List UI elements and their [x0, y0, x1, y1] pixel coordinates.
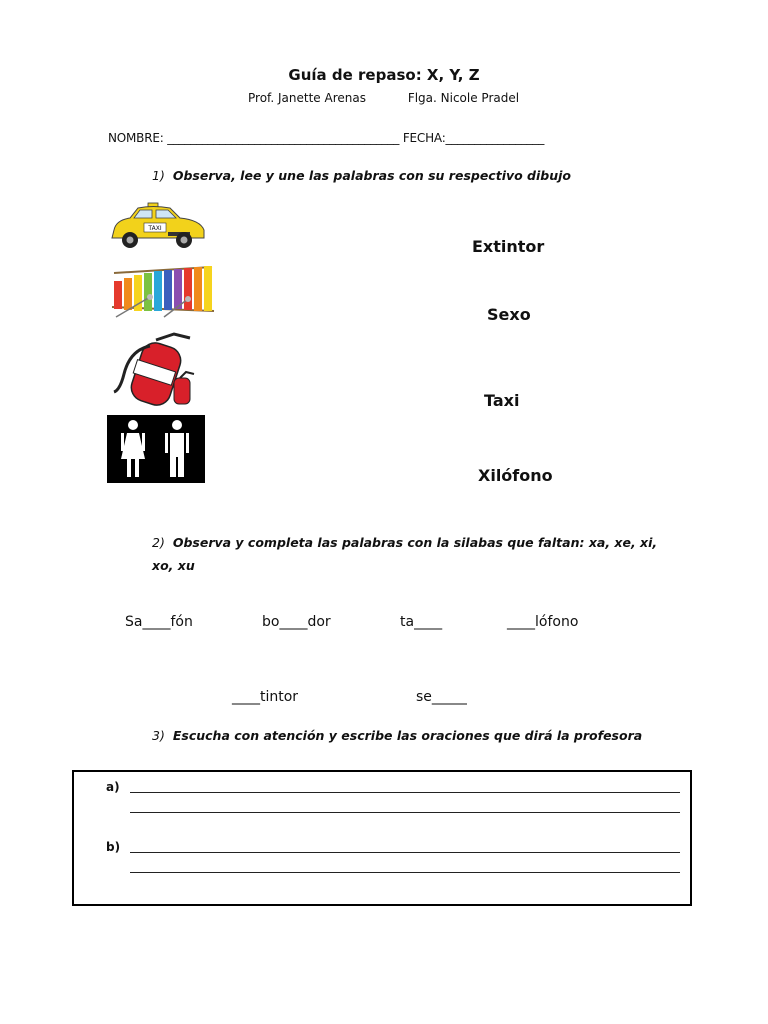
question-1-number: 1) [152, 168, 165, 183]
answer-label-a: a) [106, 780, 120, 794]
nombre-label: NOMBRE: [108, 131, 168, 145]
word-taxi: Taxi [484, 391, 520, 410]
answer-line-b1[interactable] [130, 852, 680, 853]
question-1-text: Observa, lee y une las palabras con su respectivo dibujo [172, 168, 572, 183]
answer-box [72, 770, 692, 906]
authors [248, 91, 519, 105]
name-date-row [108, 131, 544, 145]
word-xilofono: Xilófono [478, 466, 553, 485]
fill-item-xilofono[interactable]: ____lófono [507, 614, 579, 630]
question-3 [152, 728, 642, 743]
question-2-text: Observa y completa las palabras con la silabas que faltan: xa, xe, xi, xo, xu [152, 535, 658, 573]
taxi-image [108, 200, 208, 252]
word-sexo: Sexo [487, 305, 531, 324]
restroom-sign-image [107, 415, 205, 483]
question-2 [152, 531, 672, 577]
nombre-line: ________________________________________ [167, 131, 400, 145]
question-3-text: Escucha con atención y escribe las oraciones que dirá la profesora [172, 728, 643, 743]
svg-text:TAXI: TAXI [148, 225, 162, 232]
answer-line-a1[interactable] [130, 792, 680, 793]
answer-line-b2[interactable] [130, 872, 680, 873]
question-3-number: 3) [152, 728, 165, 743]
answer-label-b: b) [106, 840, 121, 854]
fill-item-boxeador[interactable]: bo____dor [262, 614, 331, 630]
page-title: Guía de repaso: X, Y, Z [288, 66, 480, 84]
xylophone-image [110, 263, 216, 319]
word-extintor: Extintor [472, 237, 545, 256]
fill-item-sexo[interactable]: se_____ [416, 689, 467, 705]
author-teacher: Prof. Janette Arenas [248, 91, 366, 105]
question-2-number: 2) [152, 535, 165, 550]
fire-extinguisher-image [110, 330, 200, 406]
author-therapist: Flga. Nicole Pradel [407, 91, 520, 105]
fecha-label: FECHA: [399, 131, 446, 145]
answer-line-a2[interactable] [130, 812, 680, 813]
fecha-line: _________________ [445, 131, 545, 145]
question-1 [152, 168, 571, 183]
fill-item-taxi[interactable]: ta____ [400, 614, 443, 630]
fill-item-extintor[interactable]: ____tintor [232, 689, 299, 705]
fill-item-saxofon[interactable]: Sa____fón [125, 614, 193, 630]
